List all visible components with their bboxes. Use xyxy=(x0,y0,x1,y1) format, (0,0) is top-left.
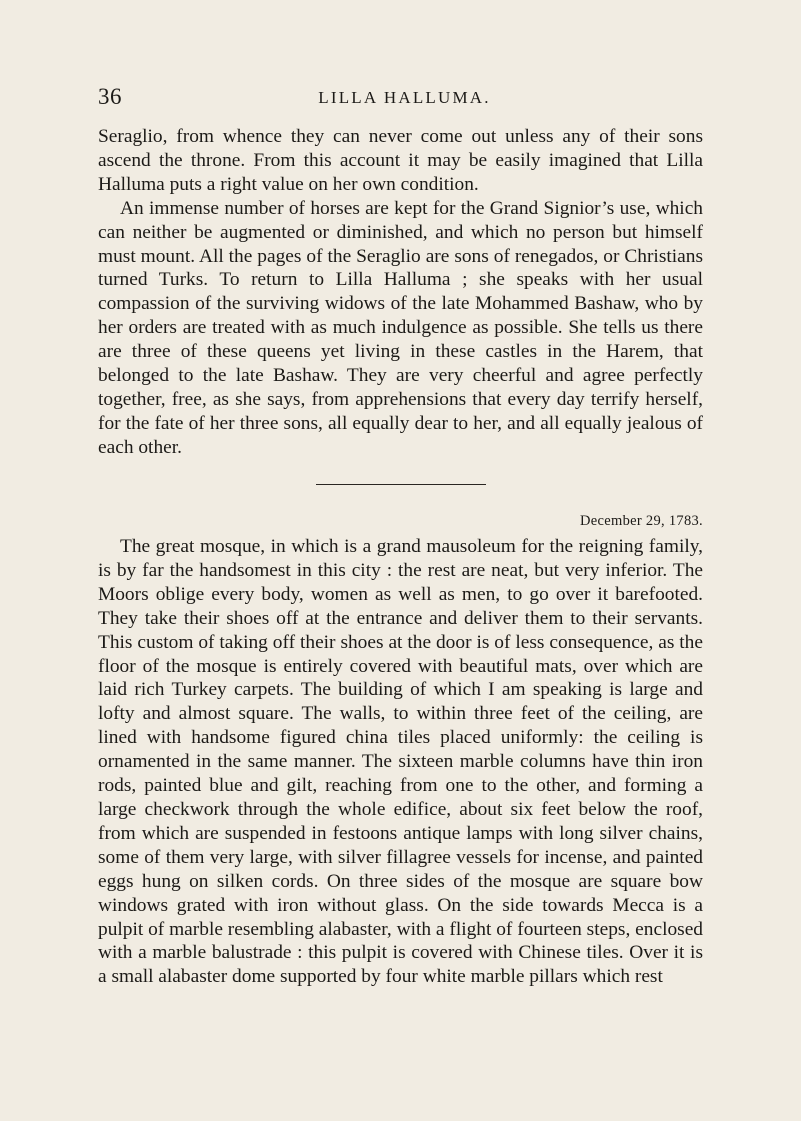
running-head xyxy=(98,84,703,114)
paragraph: The great mosque, in which is a grand mausoleum for the reigning family, is by far the handsomest in this city : the rest are neat, but very inferior. The Moors oblige every body, women as well as men, to go over it barefooted. They take their shoes off at the entrance and deliver them to their servants. This custom of taking off their shoes at the door is of less consequence, as the floor of the mosque is entirely covered with beautiful mats, over which are laid rich Turkey carpets. The building of which I am speaking is large and lofty and almost square. The walls, to within three feet of the ceiling, are lined with handsome figured china tiles placed uniformly: the ceiling is ornamented in the same manner. The sixteen marble columns have thin iron rods, painted blue and gilt, reaching from one to the other, and forming a large checkwork through the whole edifice, about six feet below the roof, from which are suspended in festoons antique lamps with long silver chains, some of them very large, with silver fillagree vessels for incense, and painted eggs hung on silken cords. On three sides of the mosque are square bow windows grated with iron without glass. On the side towards Mecca is a pulpit of marble resembling alabaster, with a flight of fourteen steps, enclosed with a marble balustrade : this pulpit is covered with Chinese tiles. Over it is a small alabaster dome supported by four white marble pillars which rest xyxy=(98,536,704,988)
page-number: 36 xyxy=(98,84,122,109)
new-letter-body xyxy=(98,535,703,989)
section-divider-rule xyxy=(316,484,486,485)
paragraph: Seraglio, from whence they can never come out unless any of their sons ascend the throne. From this account it may be easily imagined that Lilla Halluma puts a right value on her own condition. xyxy=(98,126,703,195)
running-title: LILLA HALLUMA. xyxy=(318,88,491,107)
letter-continuation xyxy=(98,125,703,460)
letter-dateline: December 29, 1783. xyxy=(580,513,703,529)
paragraph: An immense number of horses are kept for the Grand Signior’s use, which can neither be augmented or diminished, and which no person but himself must mount. All the pages of the Seraglio are sons of renegados, or Christians turned Turks. To return to Lilla Halluma ; she speaks with her usual compassion of the surviving widows of the late Mohammed Bashaw, who by her orders are treated with as much indulgence as possible. She tells us there are three of these queens yet living in these castles in the Harem, that belonged to the late Bashaw. They are very cheerful and agree perfectly together, free, as she says, from apprehensions that every day terrify herself, for the fate of her three sons, all equally dear to her, and all equally jealous of each other. xyxy=(98,197,703,458)
